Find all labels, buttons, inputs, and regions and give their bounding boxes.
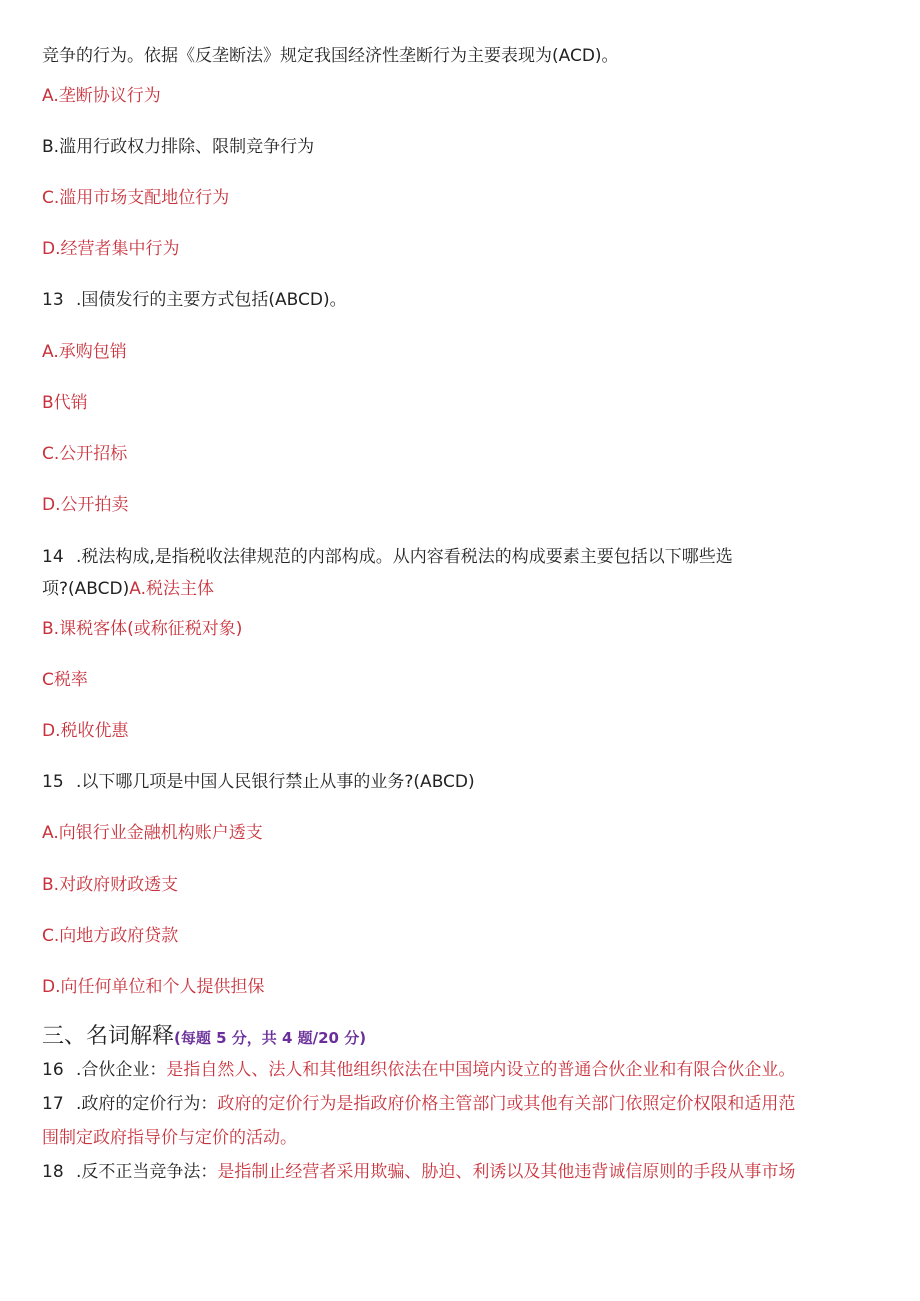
- q13-stem-line: [42, 288, 347, 312]
- q15-stem: .以下哪几项是中国人民银行禁止从事的业务?(ABCD): [76, 772, 475, 792]
- section-heading: [42, 1022, 366, 1053]
- q15-number: 15: [42, 772, 64, 792]
- term-16: [42, 1058, 795, 1082]
- q14-option-a: A.税法主体: [129, 579, 214, 599]
- q14-stem-2: 项?(ABCD): [42, 579, 130, 599]
- q12-stem: 竞争的行为。依据《反垄断法》规定我国经济性垄断行为主要表现为(ACD)。: [42, 46, 619, 66]
- q13-stem: .国债发行的主要方式包括(ABCD)。: [76, 290, 347, 310]
- q13-option-b: B代销: [42, 393, 88, 413]
- q14-number: 14: [42, 547, 64, 567]
- q12-option-a: A.垄断协议行为: [42, 86, 161, 106]
- q15-option-a: A.向银行业金融机构账户透支: [42, 823, 263, 843]
- q13-option-c: C.公开招标: [42, 444, 128, 464]
- q14-stem-line1: [42, 545, 733, 569]
- q12-option-b: B.滥用行政权力排除、限制竞争行为: [42, 137, 315, 157]
- term-16-term: .合伙企业：: [76, 1060, 167, 1080]
- term-17-number: 17: [42, 1094, 64, 1114]
- term-17-term: .政府的定价行为：: [76, 1094, 218, 1114]
- q15-option-c: C.向地方政府贷款: [42, 926, 179, 946]
- q15-option-b: B.对政府财政透支: [42, 875, 179, 895]
- term-17-definition: 政府的定价行为是指政府价格主管部门或其他有关部门依照定价权限和适用范: [217, 1094, 796, 1114]
- section-score-note: (每题 5 分，共 4 题/20 分): [174, 1029, 367, 1047]
- term-16-number: 16: [42, 1060, 64, 1080]
- term-18-number: 18: [42, 1162, 64, 1182]
- term-18-definition: 是指制止经营者采用欺骗、胁迫、利诱以及其他违背诚信原则的手段从事市场: [217, 1162, 796, 1182]
- q14-stem-line2: [42, 577, 214, 601]
- q14-option-d: D.税收优惠: [42, 721, 129, 741]
- q15-stem-line: [42, 770, 475, 794]
- q14-option-b: B.课税客体(或称征税对象): [42, 619, 243, 639]
- q12-option-d: D.经营者集中行为: [42, 239, 180, 259]
- q14-option-c: C税率: [42, 670, 88, 690]
- q13-option-d: D.公开拍卖: [42, 495, 129, 515]
- q13-number: 13: [42, 290, 64, 310]
- section-title: 三、名词解释: [42, 1024, 175, 1049]
- term-16-definition: 是指自然人、法人和其他组织依法在中国境内设立的普通合伙企业和有限合伙企业。: [166, 1060, 796, 1080]
- q15-option-d: D.向任何单位和个人提供担保: [42, 977, 265, 997]
- q13-option-a: A.承购包销: [42, 342, 127, 362]
- term-18: [42, 1160, 795, 1184]
- term-18-term: .反不正当竞争法：: [76, 1162, 218, 1182]
- term-17: [42, 1092, 795, 1116]
- q12-option-c: C.滥用市场支配地位行为: [42, 188, 230, 208]
- q14-stem-1: .税法构成,是指税收法律规范的内部构成。从内容看税法的构成要素主要包括以下哪些选: [76, 547, 733, 567]
- term-17-definition-cont: 围制定政府指导价与定价的活动。: [42, 1128, 297, 1148]
